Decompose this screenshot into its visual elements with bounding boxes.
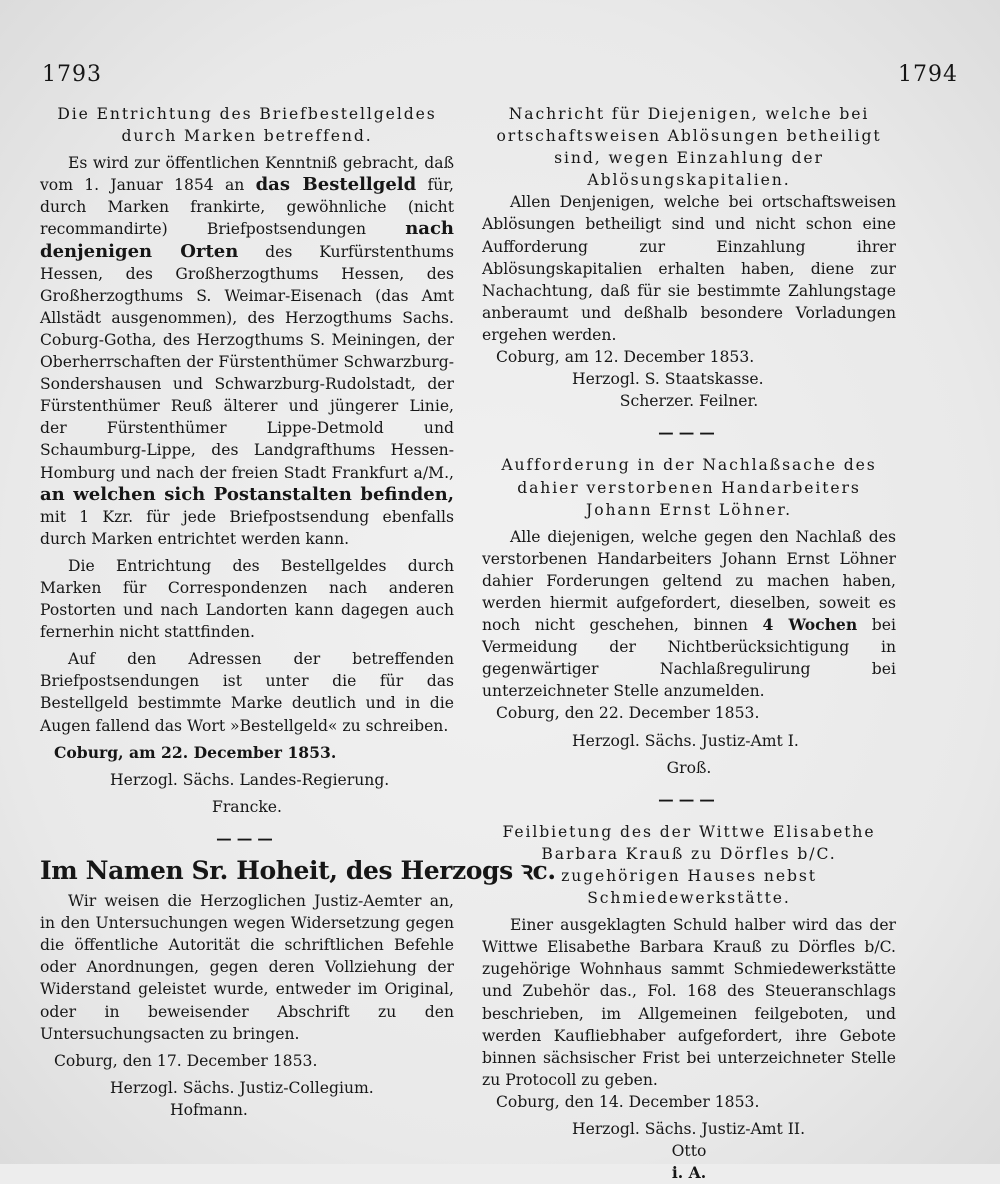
notice-paragraph: Allen Denjenigen, welche bei ortschaftsweisen Ablösungen betheiligt sind und nicht schon eine Aufforderung zur Einzahlung ihrer Ablösungskapitalien erhalten haben, diene zur Nachachtung, daß für sie bestimmte Zahlungstage anberaumt und deßhalb besondere Vorladungen ergehen werden. <box>482 193 896 344</box>
notice-paragraph: Einer ausgeklagten Schuld halber wird das der Wittwe Elisabethe Barbara Krauß zu Dörfles b/C. zugehörige Wohnhaus sammt Schmiedewerkstätte und Zubehör das., Fol. 168 des Steueranschlags beschrieben, im Allgemeinen feilgeboten, und werden Kaufliebhaber aufgefordert, ihre Gebote binnen sächsischer Frist bei unterzeichneter Stelle zu Protocoll zu geben. <box>482 916 896 1089</box>
notice-signer: Scherzer. Feilner. <box>619 392 759 411</box>
page-number-left: 1793 <box>42 62 102 87</box>
emphasis-text: 4 Wochen <box>762 615 858 635</box>
heading-im-namen: Im Namen Sr. Hoheit, des Herzogs ꝛc. <box>40 856 556 885</box>
right-column <box>482 103 896 1184</box>
notice-paragraph: Die Entrichtung des Bestellgeldes durch Marken für Correspondenzen nach anderen Postorten und nach Landorten kann dagegen auch fernerhin nicht stattfinden. <box>40 556 454 642</box>
notice-title: Feilbietung des der Wittwe Elisabethe Barbara Krauß zu Dörfles b/C. zugehörigen Hauses nebst Schmiedewerkstätte. <box>502 822 876 908</box>
notice-abloesungen <box>482 103 896 412</box>
emphasis-text: an welchen sich Postanstalten befinden, <box>40 483 454 505</box>
notice-paragraph <box>40 152 454 550</box>
section-divider: ——— <box>658 423 720 443</box>
section-divider: ——— <box>658 789 720 809</box>
notice-authority: Herzogl. Sächs. Justiz-Amt II. <box>572 1120 806 1139</box>
text-run: Alle diejenigen, welche gegen den Nachlaß des verstorbenen Handarbeiters Johann Ernst Löhner dahier Forderungen geltend zu machen haben, werden hiermit aufgefordert, dieselben, soweit es noch nicht geschehen, binnen <box>482 527 896 635</box>
notice-authority: Herzogl. Sächs. Justiz-Amt I. <box>572 731 799 750</box>
notice-paragraph: Auf den Adressen der betreffenden Briefpostsendungen ist unter die für das Bestellgeld bestimmte Marke deutlich und in die Augen fallend das Wort »Bestellgeld« zu schreiben. <box>40 650 454 735</box>
notice-date: Coburg, den 22. December 1853. <box>496 704 760 723</box>
section-divider: ——— <box>216 828 278 848</box>
notice-feilbietung-krauss <box>482 821 896 1184</box>
text-run: für, durch Marken frankirte, gewöhnliche (nicht recommandirte) Briefpostsendungen <box>40 176 455 239</box>
notice-date: Coburg, den 14. December 1853. <box>496 1092 760 1111</box>
text-run: Es wird zur öffentlichen Kenntniß gebracht, daß vom 1. Januar 1854 an <box>40 154 454 195</box>
notice-paragraph: Wir weisen die Herzoglichen Justiz-Aemter an, in den Untersuchungen wegen Widersetzung gegen die öffentliche Autorität die schriftlichen Befehle oder Anordnungen, gegen deren Vollziehung der Widerstand geleistet wurde, entweder im Original, oder in beweisender Abschrift zu den Untersuchungsacten zu bringen. <box>40 892 454 1043</box>
notice-title: Aufforderung in der Nachlaßsache des dahier verstorbenen Handarbeiters Johann Ernst Löhner. <box>501 456 877 519</box>
notice-justiz-collegium <box>40 856 556 1121</box>
notice-signer: Francke. <box>212 797 282 816</box>
notice-nachlass-loehner <box>482 454 896 778</box>
notice-signer: Groß. <box>666 758 712 777</box>
notice-date: Coburg, den 17. December 1853. <box>54 1051 318 1070</box>
notice-signer-suffix: i. A. <box>671 1163 707 1183</box>
notice-title: Nachricht für Diejenigen, welche bei ortschaftsweisen Ablösungen betheiligt sind, wegen Einzahlung der Ablösungskapitalien. <box>496 105 882 190</box>
notice-briefbestellgeld <box>40 103 454 818</box>
text-run: des Kurfürstenthums Hessen, des Großherzogthums Hessen, des Großherzogthums S. Weimar-Eisenach (das Amt Allstädt ausgenommen), des Herzogthums Sachs. Coburg-Gotha, des Herzogthums S. Meiningen, der Oberherrschaften der Fürstenthümer Schwarzburg-Sondershausen und Schwarzburg-Rudolstadt, der Fürstenthümer Reuß älterer und jüngerer Linie, der Fürstenthümer Lippe-Detmold und Schaumburg-Lippe, des Landgrafthums Hessen-Homburg und nach der freien Stadt Frankfurt a/M., <box>40 242 454 482</box>
left-column <box>40 103 556 1121</box>
notice-authority: Herzogl. S. Staatskasse. <box>572 370 764 389</box>
notice-signer: Hofmann. <box>170 1100 248 1119</box>
page-number-right: 1794 <box>898 62 958 87</box>
emphasis-text: nach denjenigen Orten <box>40 218 454 262</box>
text-run: bei Vermeidung der Nichtberücksichtigung in gegenwärtiger Nachlaßregulirung bei unterzeichneter Stelle anzumelden. <box>482 616 897 701</box>
notice-authority: Herzogl. Sächs. Landes-Regierung. <box>110 770 390 789</box>
emphasis-text: das Bestellgeld <box>255 174 417 196</box>
notice-paragraph <box>482 526 896 703</box>
notice-authority: Herzogl. Sächs. Justiz-Collegium. <box>110 1078 374 1097</box>
notice-date: Coburg, am 12. December 1853. <box>496 348 755 367</box>
notice-signer: Otto <box>671 1142 707 1161</box>
text-run: mit 1 Kzr. für jede Briefpostsendung ebenfalls durch Marken entrichtet werden kann. <box>40 507 454 548</box>
notice-title: Die Entrichtung des Briefbestellgeldes durch Marken betreffend. <box>57 105 437 146</box>
notice-date: Coburg, am 22. December 1853. <box>54 742 337 762</box>
